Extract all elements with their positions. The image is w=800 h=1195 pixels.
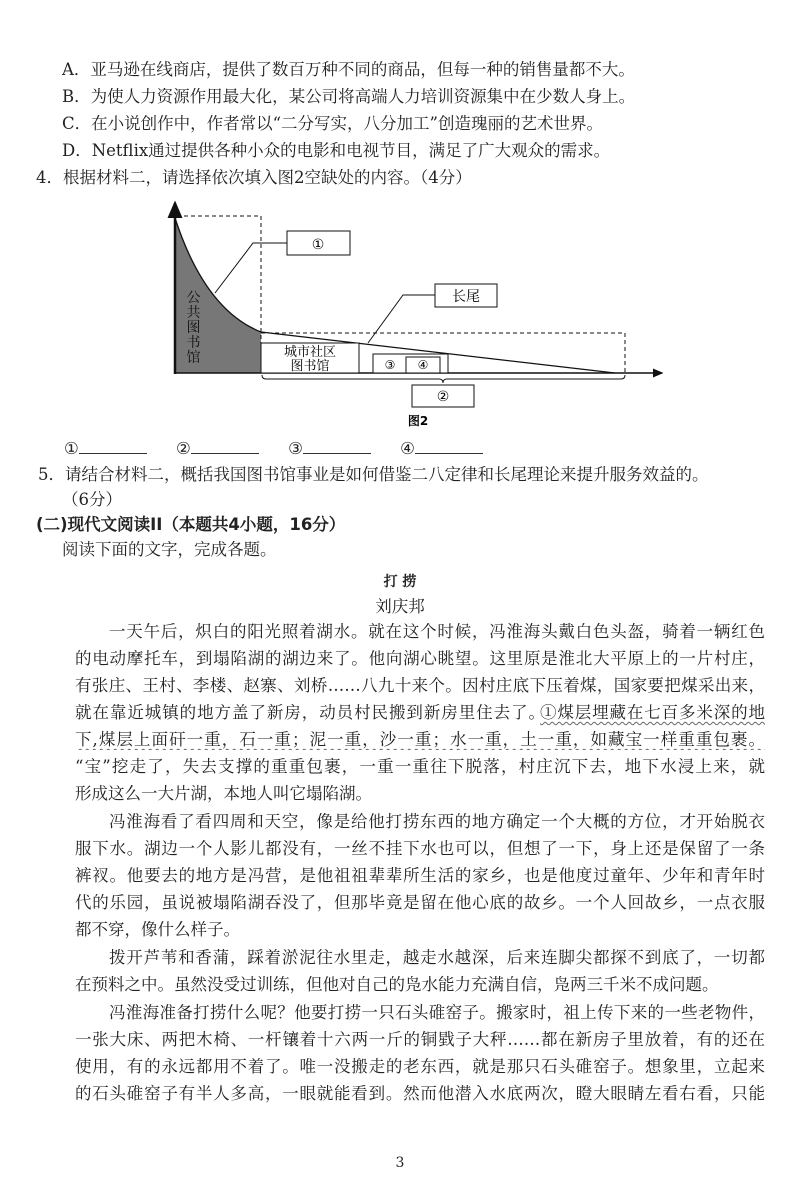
box-1-label: ① — [311, 237, 325, 253]
community-library-label-2: 图书馆 — [290, 359, 330, 374]
blank-1-label: ① — [64, 439, 79, 458]
page-number: 3 — [395, 1155, 405, 1171]
article-line: 有张庄、王村、李楼、赵寨、刘桥……八九十来个。因村庄底下压着煤，国家要把煤采出来， — [75, 676, 765, 695]
blank-3[interactable] — [303, 439, 371, 454]
long-tail-label: 长尾 — [452, 289, 480, 305]
blank-4-label: ④ — [400, 439, 415, 458]
question-5: 5．请结合材料二，概括我国图书馆事业是如何借鉴二八定律和长尾理论来提升服务效益的。 — [38, 465, 709, 484]
article-line: 一张大床、两把木椅、一杆镶着十六两一斤的铜戥子大秤……都在新房子里放着，有的还在 — [75, 1030, 765, 1049]
article-line: 冯淮海看了看四周和天空，像是给他打捞东西的地方确定一个大概的方位，才开始脱衣 — [109, 812, 765, 831]
box-1-leader — [215, 243, 287, 293]
figure-2-long-tail-diagram — [0, 0, 800, 440]
article-title: 打 捞 — [383, 574, 417, 590]
option-b: B．为使人力资源作用最大化，某公司将高端人力培训资源集中在少数人身上。 — [62, 87, 636, 106]
figure-caption: 图2 — [407, 414, 429, 428]
instruction: 阅读下面的文字，完成各题。 — [62, 540, 277, 559]
article-line: 都不穿，像什么样子。 — [75, 920, 240, 939]
answer-blanks — [64, 439, 507, 459]
box-4-label: ④ — [417, 358, 429, 372]
underlined-sentence: 下,煤层上面矸一重，石一重；泥一重，沙一重；水一重，土一重，如藏宝一样重重包裹。 — [75, 730, 765, 749]
box-3-label: ③ — [384, 358, 396, 372]
article-line: 使用，有的永远都用不着了。唯一没搬走的老东西，就是那只石头碓窑子。想象里，立起来 — [75, 1057, 765, 1076]
blank-3-label: ③ — [288, 439, 303, 458]
public-library-label: 公共图书馆 — [186, 290, 201, 366]
article-line: 的电动摩托车，到塌陷湖的湖边来了。他向湖心眺望。这里原是淮北大平原上的一片村庄， — [75, 649, 765, 668]
blank-4[interactable] — [415, 439, 483, 454]
community-library-label-1: 城市社区 — [283, 345, 337, 360]
option-a: A．亚马逊在线商店，提供了数百万种不同的商品，但每一种的销售量都不大。 — [62, 60, 635, 79]
article-line: 服下水。湖边一个人影儿都没有，一丝不挂下水也可以，但想了一下，身上还是保留了一条 — [75, 839, 765, 858]
blank-2-label: ② — [176, 439, 191, 458]
blank-2[interactable] — [191, 439, 259, 454]
article-line: 冯淮海准备打捞什么呢？他要打捞一只石头碓窑子。搬家时，祖上传下来的一些老物件， — [109, 1003, 765, 1022]
section-heading: (二)现代文阅读II（本题共4小题，16分） — [36, 515, 346, 534]
article-line: 代的乐园，虽说被塌陷湖吞没了，但那毕竟是留在他心底的故乡。一个人回故乡，一点衣服 — [75, 893, 765, 912]
brace — [262, 375, 625, 383]
box-2-label: ② — [436, 389, 450, 405]
underlined-sentence: ①煤层埋藏在七百多米深的地 — [540, 703, 765, 722]
question-5-points: （6分） — [62, 490, 122, 509]
article-author: 刘庆邦 — [375, 597, 425, 616]
article-line: 形成这么一大片湖，本地人叫它塌陷湖。 — [75, 784, 372, 803]
article-line: 就在靠近城镇的地方盖了新房，动员村民搬到新房里住去了。 — [75, 703, 545, 722]
article-line: 一天午后，炽白的阳光照着湖水。就在这个时候，冯淮海头戴白色头盔，骑着一辆红色 — [109, 622, 765, 641]
question-4: 4．根据材料二，请选择依次填入图2空缺处的内容。（4分） — [36, 168, 472, 187]
article-line: 的石头碓窑子有半人多高，一眼就能看到。然而他潜入水底两次，瞪大眼睛左看右看，只能 — [75, 1084, 765, 1103]
option-c: C．在小说创作中，作者常以“二分写实，八分加工”创造瑰丽的艺术世界。 — [62, 114, 603, 133]
long-tail-leader — [368, 295, 435, 343]
article-line: 拨开芦苇和香蒲，踩着淤泥往水里走，越走水越深，后来连脚尖都探不到底了，一切都 — [109, 948, 765, 967]
article-line: “宝”挖走了，失去支撑的重重包裹，一重一重往下脱落，村庄沉下去，地下水浸上来，就 — [75, 757, 765, 776]
option-d: D．Netflix通过提供各种小众的电影和电视节目，满足了广大观众的需求。 — [62, 141, 611, 160]
blank-1[interactable] — [79, 439, 147, 454]
article-line: 裤衩。他要去的地方是冯营，是他祖祖辈辈所生活的家乡，也是他度过童年、少年和青年时 — [75, 866, 765, 885]
article-line: 在预料之中。虽然没受过训练，但他对自己的凫水能力充满自信，凫两三千米不成问题。 — [75, 975, 719, 994]
